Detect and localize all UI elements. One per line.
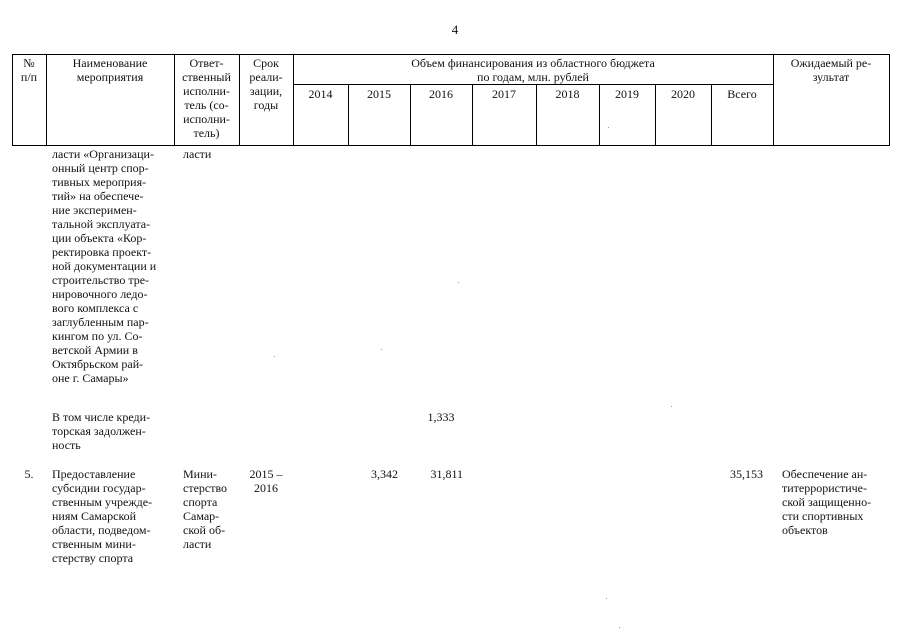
- row-5-value-total: 35,153: [730, 467, 763, 481]
- row-1-name: ласти «Организаци- онный центр спор- тивных мероприя- тий» на обеспече- ние эксперимен- тальной эксплуата- ции объекта «Кор- ректировка проект- ной документации и строительство тре- нировочного ледо- вого комплекса с заглубленным пар- кингом по ул. Со- ветской Армии в Октябрьском рай- оне г. Самары»: [52, 147, 157, 385]
- row-5-value-2016: 31,811: [430, 467, 463, 481]
- header-number: № п/п: [20, 56, 38, 84]
- row-5-name: Предоставление субсидии государ- ственным учрежде- ниям Самарской области, подведом- ственным мини- стерству спорта: [52, 467, 153, 565]
- header-result: Ожидаемый ре- зультат: [790, 56, 872, 84]
- table-top-border: [12, 54, 890, 55]
- header-year-2014: 2014: [308, 87, 333, 101]
- row-5-number: 5.: [24, 467, 34, 481]
- col-border-right: [889, 54, 890, 146]
- row-5-result: Обеспечение ан- титеррористиче- ской защищенно- сти спортивных объектов: [782, 467, 872, 537]
- header-year-2015: 2015: [367, 87, 391, 101]
- header-year-2018: 2018: [555, 87, 580, 101]
- header-responsible: Ответ- ственный исполни- тель (со- исполни- тель): [182, 56, 231, 140]
- header-term: Срок реали- зации, годы: [249, 56, 283, 112]
- scan-speck: [458, 282, 459, 283]
- page-number: 4: [451, 22, 459, 37]
- row-5-responsible: Мини- стерство спорта Самар- ской об- ласти: [183, 467, 228, 551]
- scan-speck: [274, 356, 275, 357]
- row-2-name: В том числе креди- торская задолжен- ность: [52, 410, 151, 452]
- scan-speck: [619, 627, 620, 628]
- row-5-term: 2015 – 2016: [249, 467, 283, 495]
- header-year-2017: 2017: [492, 87, 516, 101]
- row-1-responsible: ласти: [183, 147, 212, 161]
- financing-header-divider: [293, 84, 773, 85]
- row-5-value-2015: 3,342: [371, 467, 398, 481]
- scan-speck: [671, 406, 672, 407]
- header-year-2016: 2016: [429, 87, 453, 101]
- scan-speck: [608, 127, 609, 128]
- header-financing: Объем финансирования из областного бюджета по годам, млн. рублей: [411, 56, 655, 84]
- header-total: Всего: [727, 87, 757, 101]
- header-year-2019: 2019: [615, 87, 639, 101]
- scan-speck: [381, 349, 382, 350]
- header-year-2020: 2020: [671, 87, 695, 101]
- table-header-bottom-border: [12, 145, 890, 146]
- row-2-value-2016: 1,333: [427, 410, 455, 424]
- header-name: Наименование мероприятия: [72, 56, 148, 84]
- scan-speck: [606, 598, 607, 599]
